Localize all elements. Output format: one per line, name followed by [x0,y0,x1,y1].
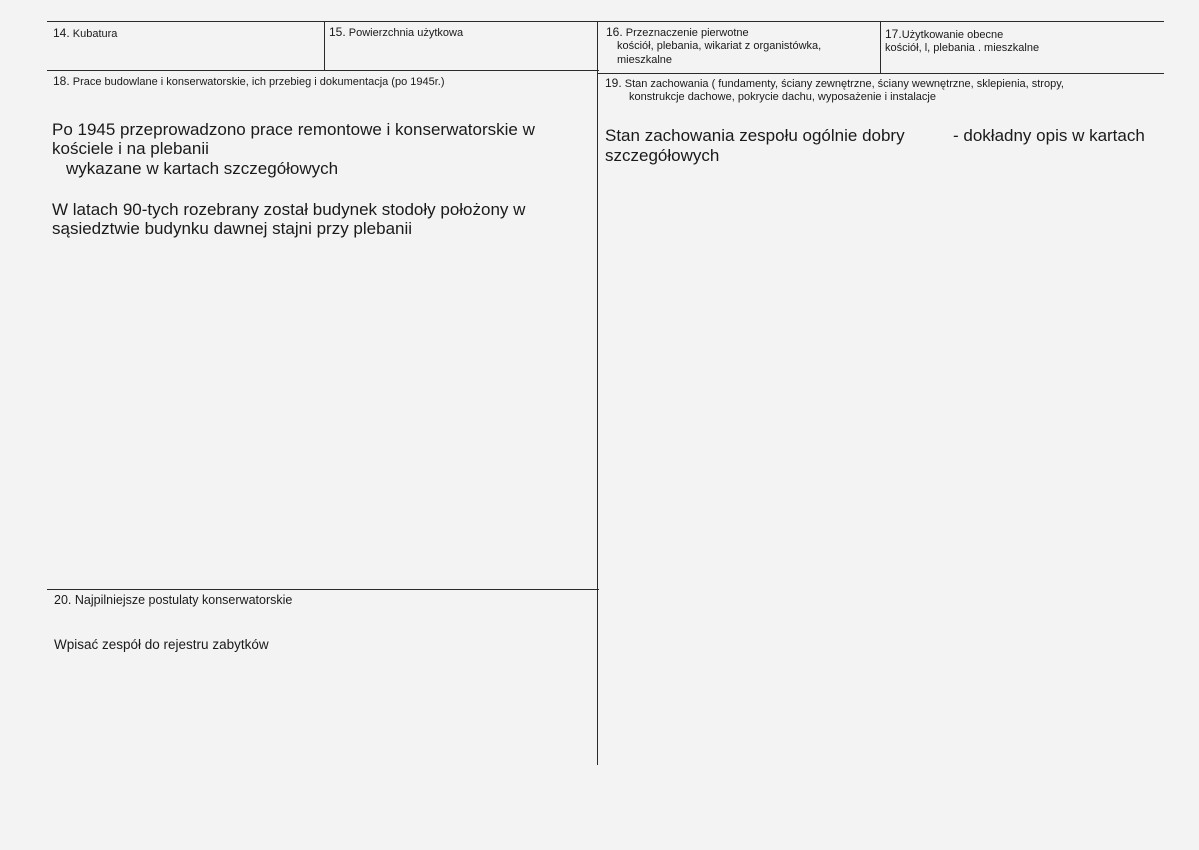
field-17-value: kościół, l, plebania . mieszkalne [885,42,1040,54]
field-19-title: Stan zachowania ( fundamenty, ściany zewnętrzne, ściany wewnętrzne, sklepienia, stropy, [624,78,1064,90]
field-20-label [54,592,292,608]
top-border [47,21,1164,22]
field-19-text-2: - dokładny opis w kartach [953,126,1145,145]
field-18-line-2: kościele i na plebanii [52,139,209,158]
col-divider-main [597,21,598,765]
row-divider-2 [47,589,599,590]
field-19-text-3: szczegółowych [605,146,720,165]
field-18-label [53,75,445,89]
field-20-number: 20. [54,593,72,607]
field-18-number: 18. [53,74,70,88]
field-17-label [885,28,1003,42]
field-17-title: Użytkowanie obecne [901,29,1004,41]
field-14-number: 14. [53,26,70,40]
field-16-value-1: kościół, plebania, wikariat z organistówka, [617,40,822,52]
col-divider-16-17 [880,21,881,73]
field-15-label [329,26,463,40]
field-16-label [606,26,749,40]
col-divider-14-15 [324,21,325,70]
field-15-title: Powierzchnia użytkowa [348,27,464,39]
field-20-title: Najpilniejsze postulaty konserwatorskie [74,593,293,607]
field-16-number: 16. [606,25,623,39]
field-18-line-1: Po 1945 przeprowadzono prace remontowe i konserwatorskie w [52,120,535,139]
field-16-title: Przeznaczenie pierwotne [625,27,749,39]
field-19-number: 19. [605,76,622,90]
field-18-line-4: W latach 90-tych rozebrany został budynek stodoły położony w [52,200,526,219]
field-19-text-1: Stan zachowania zespołu ogólnie dobry [605,126,905,145]
field-15-number: 15. [329,25,346,39]
field-19-label [605,77,1064,91]
field-16-value-2: mieszkalne [617,54,673,66]
field-14-title: Kubatura [72,28,118,40]
field-20-value: Wpisać zespół do rejestru zabytków [54,637,269,652]
field-18-line-5: sąsiedztwie budynku dawnej stajni przy plebanii [52,219,413,238]
field-18-line-3: wykazane w kartach szczegółowych [66,159,339,178]
row-divider-1-right [598,73,1164,74]
row-divider-1 [47,70,599,71]
field-19-label-2: konstrukcje dachowe, pokrycie dachu, wyposażenie i instalacje [629,91,936,103]
field-18-title: Prace budowlane i konserwatorskie, ich przebieg i dokumentacja (po 1945r.) [72,76,445,88]
field-14-label [53,27,117,41]
field-17-number: 17. [885,27,902,41]
